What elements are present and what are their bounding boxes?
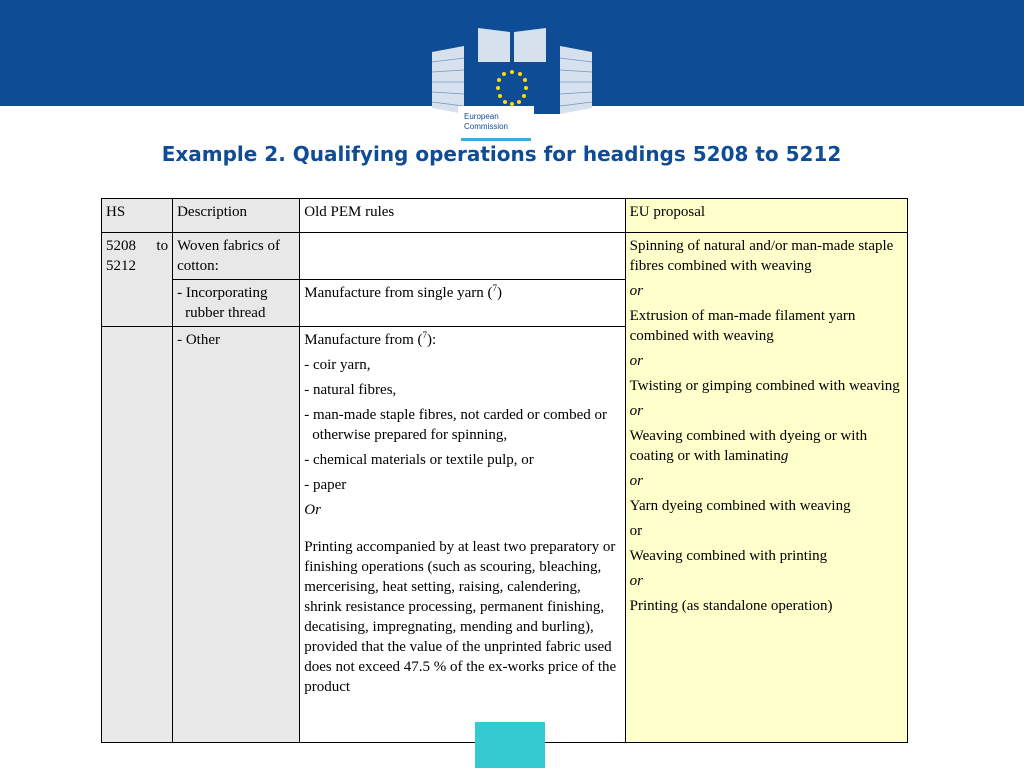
eu-or-5: or: [629, 523, 643, 539]
old-other-item: - coir yarn,: [304, 357, 371, 373]
eu-option-2: Extrusion of man-made filament yarn combined with weaving: [629, 308, 856, 344]
cell-old-empty: [300, 233, 625, 280]
header-hs: HS: [102, 199, 173, 233]
old-other-intro-close: ):: [427, 332, 437, 348]
table-header-row: [102, 199, 908, 233]
logo-line-2: Commission: [464, 122, 509, 131]
cell-old-rubber: [300, 280, 625, 327]
eu-option-4-text: Weaving combined with dyeing or with coating or with laminatin: [629, 428, 868, 464]
old-rubber-close: ): [497, 285, 502, 301]
eu-option-5: Yarn dyeing combined with weaving: [629, 498, 851, 514]
cell-eu-proposal: [625, 233, 907, 743]
old-or: Or: [304, 502, 321, 518]
eu-option-7: Printing (as standalone operation): [629, 598, 833, 614]
eu-option-1: Spinning of natural and/or man-made staple fibres combined with weaving: [629, 238, 894, 274]
eu-or-2: or: [629, 353, 643, 369]
logo-accent-rule: [461, 138, 531, 141]
european-commission-logo: [428, 28, 596, 142]
old-printing-rule: Printing accompanied by at least two preparatory or finishing operations (such as scouring, bleaching, mercerising, heat setting, raising, calendering, shrink resistance processing, permanent finishing, decatising, impregnating, mending and burling), provided that the value of the unprinted fabric used does not exceed 47.5 % of the ex-works price of the product: [304, 539, 617, 695]
eu-option-4-end: g: [780, 448, 789, 464]
eu-option-3: Twisting or gimping combined with weaving: [629, 378, 900, 394]
old-rubber-text: Manufacture from single yarn (: [304, 285, 493, 301]
desc-other: - Other: [177, 332, 220, 348]
header-old-pem-rules: Old PEM rules: [300, 199, 625, 233]
old-other-item: - paper: [304, 477, 347, 493]
desc-rubber: - Incorporating rubber thread: [177, 285, 268, 321]
footnote-ref: 7: [422, 330, 428, 340]
old-other-item: - man-made staple fibres, not carded or combed or otherwise prepared for spinning,: [304, 407, 608, 443]
cell-old-other: [300, 327, 625, 743]
footer-tab: [475, 722, 545, 768]
rules-table: [101, 198, 908, 743]
header-eu-proposal: EU proposal: [625, 199, 907, 233]
cell-hs-code: [102, 233, 173, 327]
eu-or-1: or: [629, 283, 643, 299]
logo-line-1: European: [464, 112, 499, 121]
cell-desc-rubber: [173, 280, 300, 327]
hs-code: 5208 to 5212: [106, 238, 169, 274]
logo-text: [464, 112, 530, 132]
eu-or-3: or: [629, 403, 643, 419]
footnote-ref: 7: [492, 283, 497, 293]
cell-hs-empty: [102, 327, 173, 743]
eu-option-4: [630, 426, 903, 466]
old-other-item: - chemical materials or textile pulp, or: [304, 452, 534, 468]
table-row-woven: [102, 233, 908, 280]
eu-option-6: Weaving combined with printing: [629, 548, 828, 564]
slide-title: Example 2. Qualifying operations for headings 5208 to 5212: [161, 142, 842, 166]
old-other-intro-text: Manufacture from (: [304, 332, 423, 348]
cell-desc-main: Woven fabrics of cotton:: [173, 233, 300, 280]
header-description: Description: [173, 199, 300, 233]
old-other-intro: [304, 330, 620, 350]
eu-or-4: or: [629, 473, 643, 489]
eu-or-6: or: [629, 573, 643, 589]
old-other-item: - natural fibres,: [304, 382, 397, 398]
cell-desc-other: [173, 327, 300, 743]
